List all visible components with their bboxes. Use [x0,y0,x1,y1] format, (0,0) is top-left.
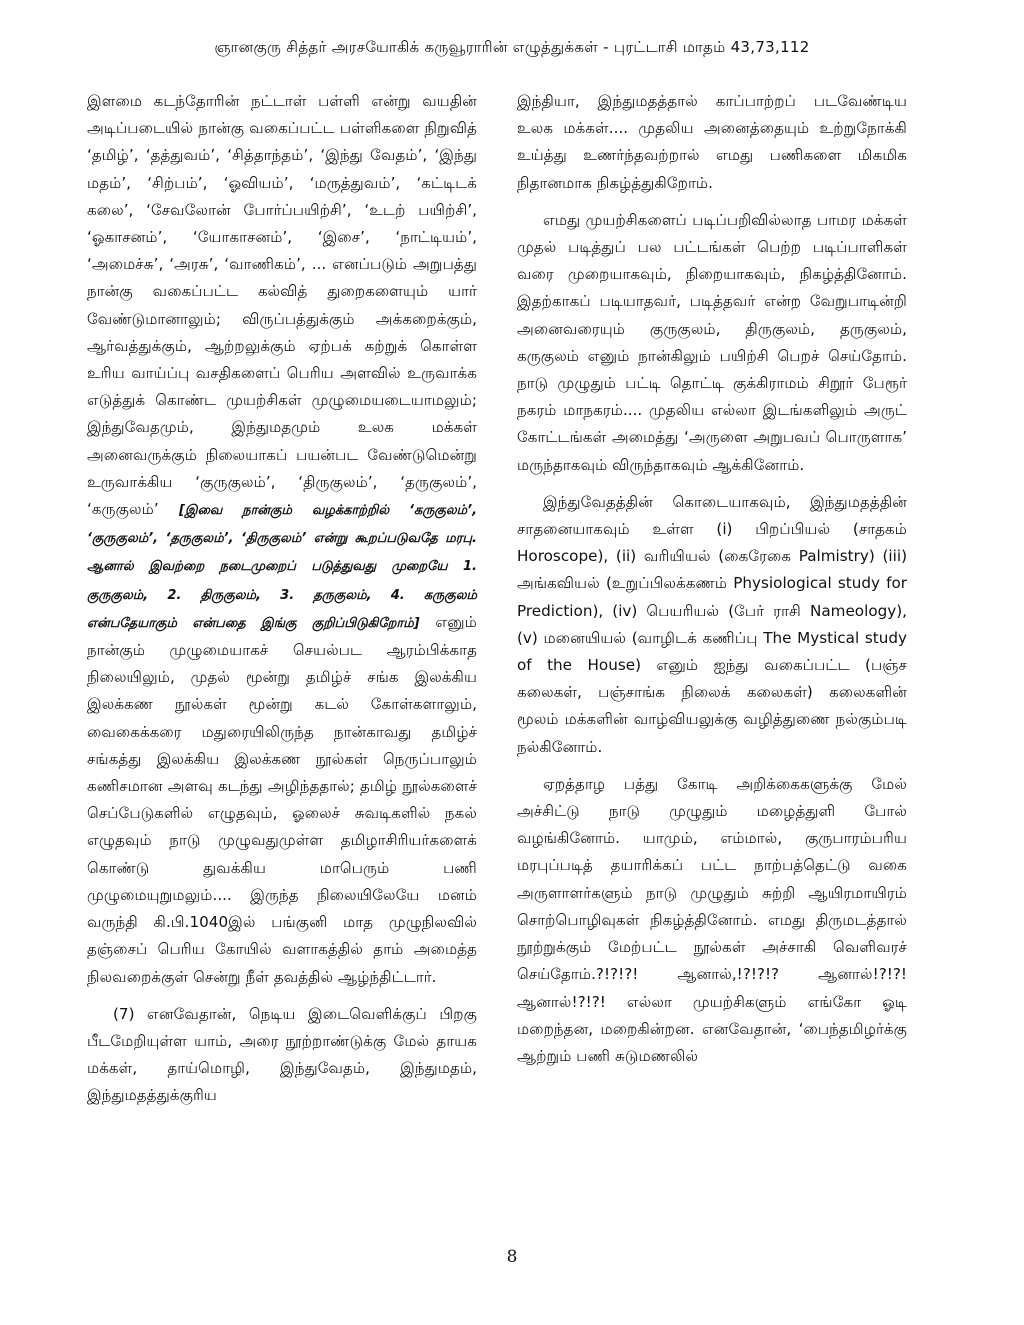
paragraph: (7) எனவேதான், நெடிய இடைவெளிக்குப் பிறகு பீடமேறியுள்ள யாம், அரை நூற்றாண்டுக்கு மேல் தாயக மக்கள், தாய்மொழி, இந்துவேதம், இந்துமதம், இந்துமதத்துக்குரிய [87,1004,477,1105]
bracketed-note: [இவை நான்கும் வழக்காற்றில் ‘கருகுலம்’, ‘குருகுலம்’, ‘தருகுலம்’, ‘திருகுலம்’ என்று கூறப்படுவதே மரபு. ஆனால் இவற்றை நடைமுறைப் படுத்துவது முறையே 1. குருகுலம், 2. திருகுலம், 3. தருகுலம், 4. கருகுலம் என்பதேயாகும் என்பதை இங்கு குறிப்பிடுகிறோம்] [87,503,478,631]
paragraph-text: எனும் நான்கும் முழுமையாகச் செயல்பட ஆரம்பிக்காத நிலையிலும், முதல் மூன்று தமிழ்ச் சங்க இலக்கிய இலக்கண நூல்கள் மூன்று கடல் கோள்களாலும், வைகைக்கரை மதுரையிலிருந்த நான்காவது தமிழ்ச் சங்கத்து இலக்கிய இலக்கண நூல்கள் நெருப்பாலும் கணிசமான அளவு கடந்து அழிந்ததால்; தமிழ் நூல்களைச் செப்பேடுகளில் எழுதவும், ஓலைச் சுவடிகளில் நகல் எழுதவும் நாடு முழுவதுமுள்ள தமிழாசிரியர்களைக் கொண்டு துவக்கிய மாபெரும் பணி முழுமையுறுமலும்.... இருந்த நிலையிலேயே மனம் வருந்தி கி.பி.1040இல் பங்குனி மாத முழுநிலவில் தஞ்சைப் பெரிய கோயில் வளாகத்தில் தாம் அமைத்த நிலவறைக்குள் சென்று நீள் தவத்தில் ஆழ்ந்திட்டார். [87,612,478,986]
right-column [517,88,907,1080]
paragraph: எமது முயற்சிகளைப் படிப்பறிவில்லாத பாமர மக்கள் முதல் படித்துப் பல பட்டங்கள் பெற்ற படிப்பாளிகள் வரை முறையாகவும், நிறையாகவும், நிகழ்த்தினோம். இதற்காகப் படியாதவர், படித்தவர் என்ற வேறுபாடின்றி அனைவரையும் குருகுலம், திருகுலம், தருகுலம், கருகுலம் எனும் நான்கிலும் பயிற்சி பெறச் செய்தோம். நாடு முழுதும் பட்டி தொட்டி குக்கிராமம் சிறூர் பேரூர் நகரம் மாநகரம்.... முதலிய எல்லா இடங்களிலும் அருட் கோட்டங்கள் அமைத்து ‘அருளை அறுபவப் பொருளாக’ மருந்தாகவும் விருந்தாகவும் ஆக்கினோம். [517,210,907,474]
paragraph-text: இளமை கடந்தோரின் நட்டாள் பள்ளி என்று வயதின் அடிப்படையில் நான்கு வகைப்பட்ட பள்ளிகளை நிறுவித் ‘தமிழ்’, ‘தத்துவம்’, ‘சித்தாந்தம்’, ‘இந்து வேதம்’, ‘இந்து மதம்’, ‘சிற்பம்’, ‘ஓவியம்’, ‘மருத்துவம்’, ‘கட்டிடக் கலை’, ‘சேவலோன் போர்ப்பயிற்சி’, ‘உடற் பயிற்சி’, ‘ஓகாசனம்’, ‘யோகாசனம்’, ‘இசை’, ‘நாட்டியம்’, ‘அமைச்சு’, ‘அரசு’, ‘வாணிகம்’, ... எனப்படும் அறுபத்து நான்கு வகைப்பட்ட கல்வித் துறைகளையும் யார் வேண்டுமானாலும்; விருப்பத்துக்கும் அக்கறைக்கும், ஆர்வத்துக்கும், ஆற்றலுக்கும் ஏற்பக் கற்றுக் கொள்ள உரிய வாய்ப்பு வசதிகளைப் பெரிய அளவில் உருவாக்க எடுத்துக் கொண்ட முயற்சிகள் முழுமையடையாமலும்; இந்துவேதமும், இந்துமதமும் உலக மக்கள் அனைவருக்கும் நிலையாகப் பயன்பட வேண்டுமென்று உருவாக்கிய ‘குருகுலம்’, ‘திருகுலம்’, ‘தருகுலம்’, ‘கருகுலம்’ [87,92,477,519]
paragraph [87,88,477,991]
running-header: ஞானகுரு சித்தர் அரசயோகிக் கருவூராரின் எழுத்துக்கள் - புரட்டாசி மாதம் 43,73,112 [214,38,810,56]
paragraph: இந்துவேதத்தின் கொடையாகவும், இந்துமதத்தின் சாதனையாகவும் உள்ள (i) பிறப்பியல் (சாதகம் Horoscope), (ii) வரியியல் (கைரேகை Palmistry) (iii) அங்கவியல் (உறுப்பிலக்கணம் Physiological study for Prediction), (iv) பெயரியல் (பேர் ராசி Nameology), (v) மனையியல் (வாழிடக் கணிப்பு The Mystical study of the House) எனும் ஐந்து வகைப்பட்ட (பஞ்ச கலைகள், பஞ்சாங்க நிலைக் கலைகள்) கலைகளின் மூலம் மக்களின் வாழ்வியலுக்கு வழித்துணை நல்கும்படி நல்கினோம். [517,492,907,756]
left-column [87,88,477,1120]
page-number: 8 [506,1247,518,1267]
paragraph: ஏறத்தாழ பத்து கோடி அறிக்கைகளுக்கு மேல் அச்சிட்டு நாடு முழுதும் மழைத்துளி போல் வழங்கினோம். யாமும், எம்மால், குருபாரம்பரிய மரபுப்படித் தயாரிக்கப் பட்ட நாற்பத்தெட்டு வகை அருளாளர்களும் நாடு முழுதும் சுற்றி ஆயிரமாயிரம் சொற்பொழிவுகள் நிகழ்த்தினோம். எமது திருமடத்தால் நூற்றுக்கும் மேற்பட்ட நூல்கள் அச்சாகி வெளிவரச் செய்தோம்.?!?!?! ஆனால்,!?!?!? ஆனால்!?!?! ஆனால்!?!?! எல்லா முயற்சிகளும் எங்கோ ஓடி மறைந்தன, மறைகின்றன. எனவேதான், ‘பைந்தமிழர்க்கு ஆற்றும் பணி சுடுமணலில் [517,774,907,1065]
paragraph: இந்தியா, இந்துமதத்தால் காப்பாற்றப் படவேண்டிய உலக மக்கள்.... முதலிய அனைத்தையும் உற்றுநோக்கி உய்த்து உணர்ந்தவற்றால் எமது பணிகளை மிகமிக நிதானமாக நிகழ்த்துகிறோம். [517,92,907,192]
